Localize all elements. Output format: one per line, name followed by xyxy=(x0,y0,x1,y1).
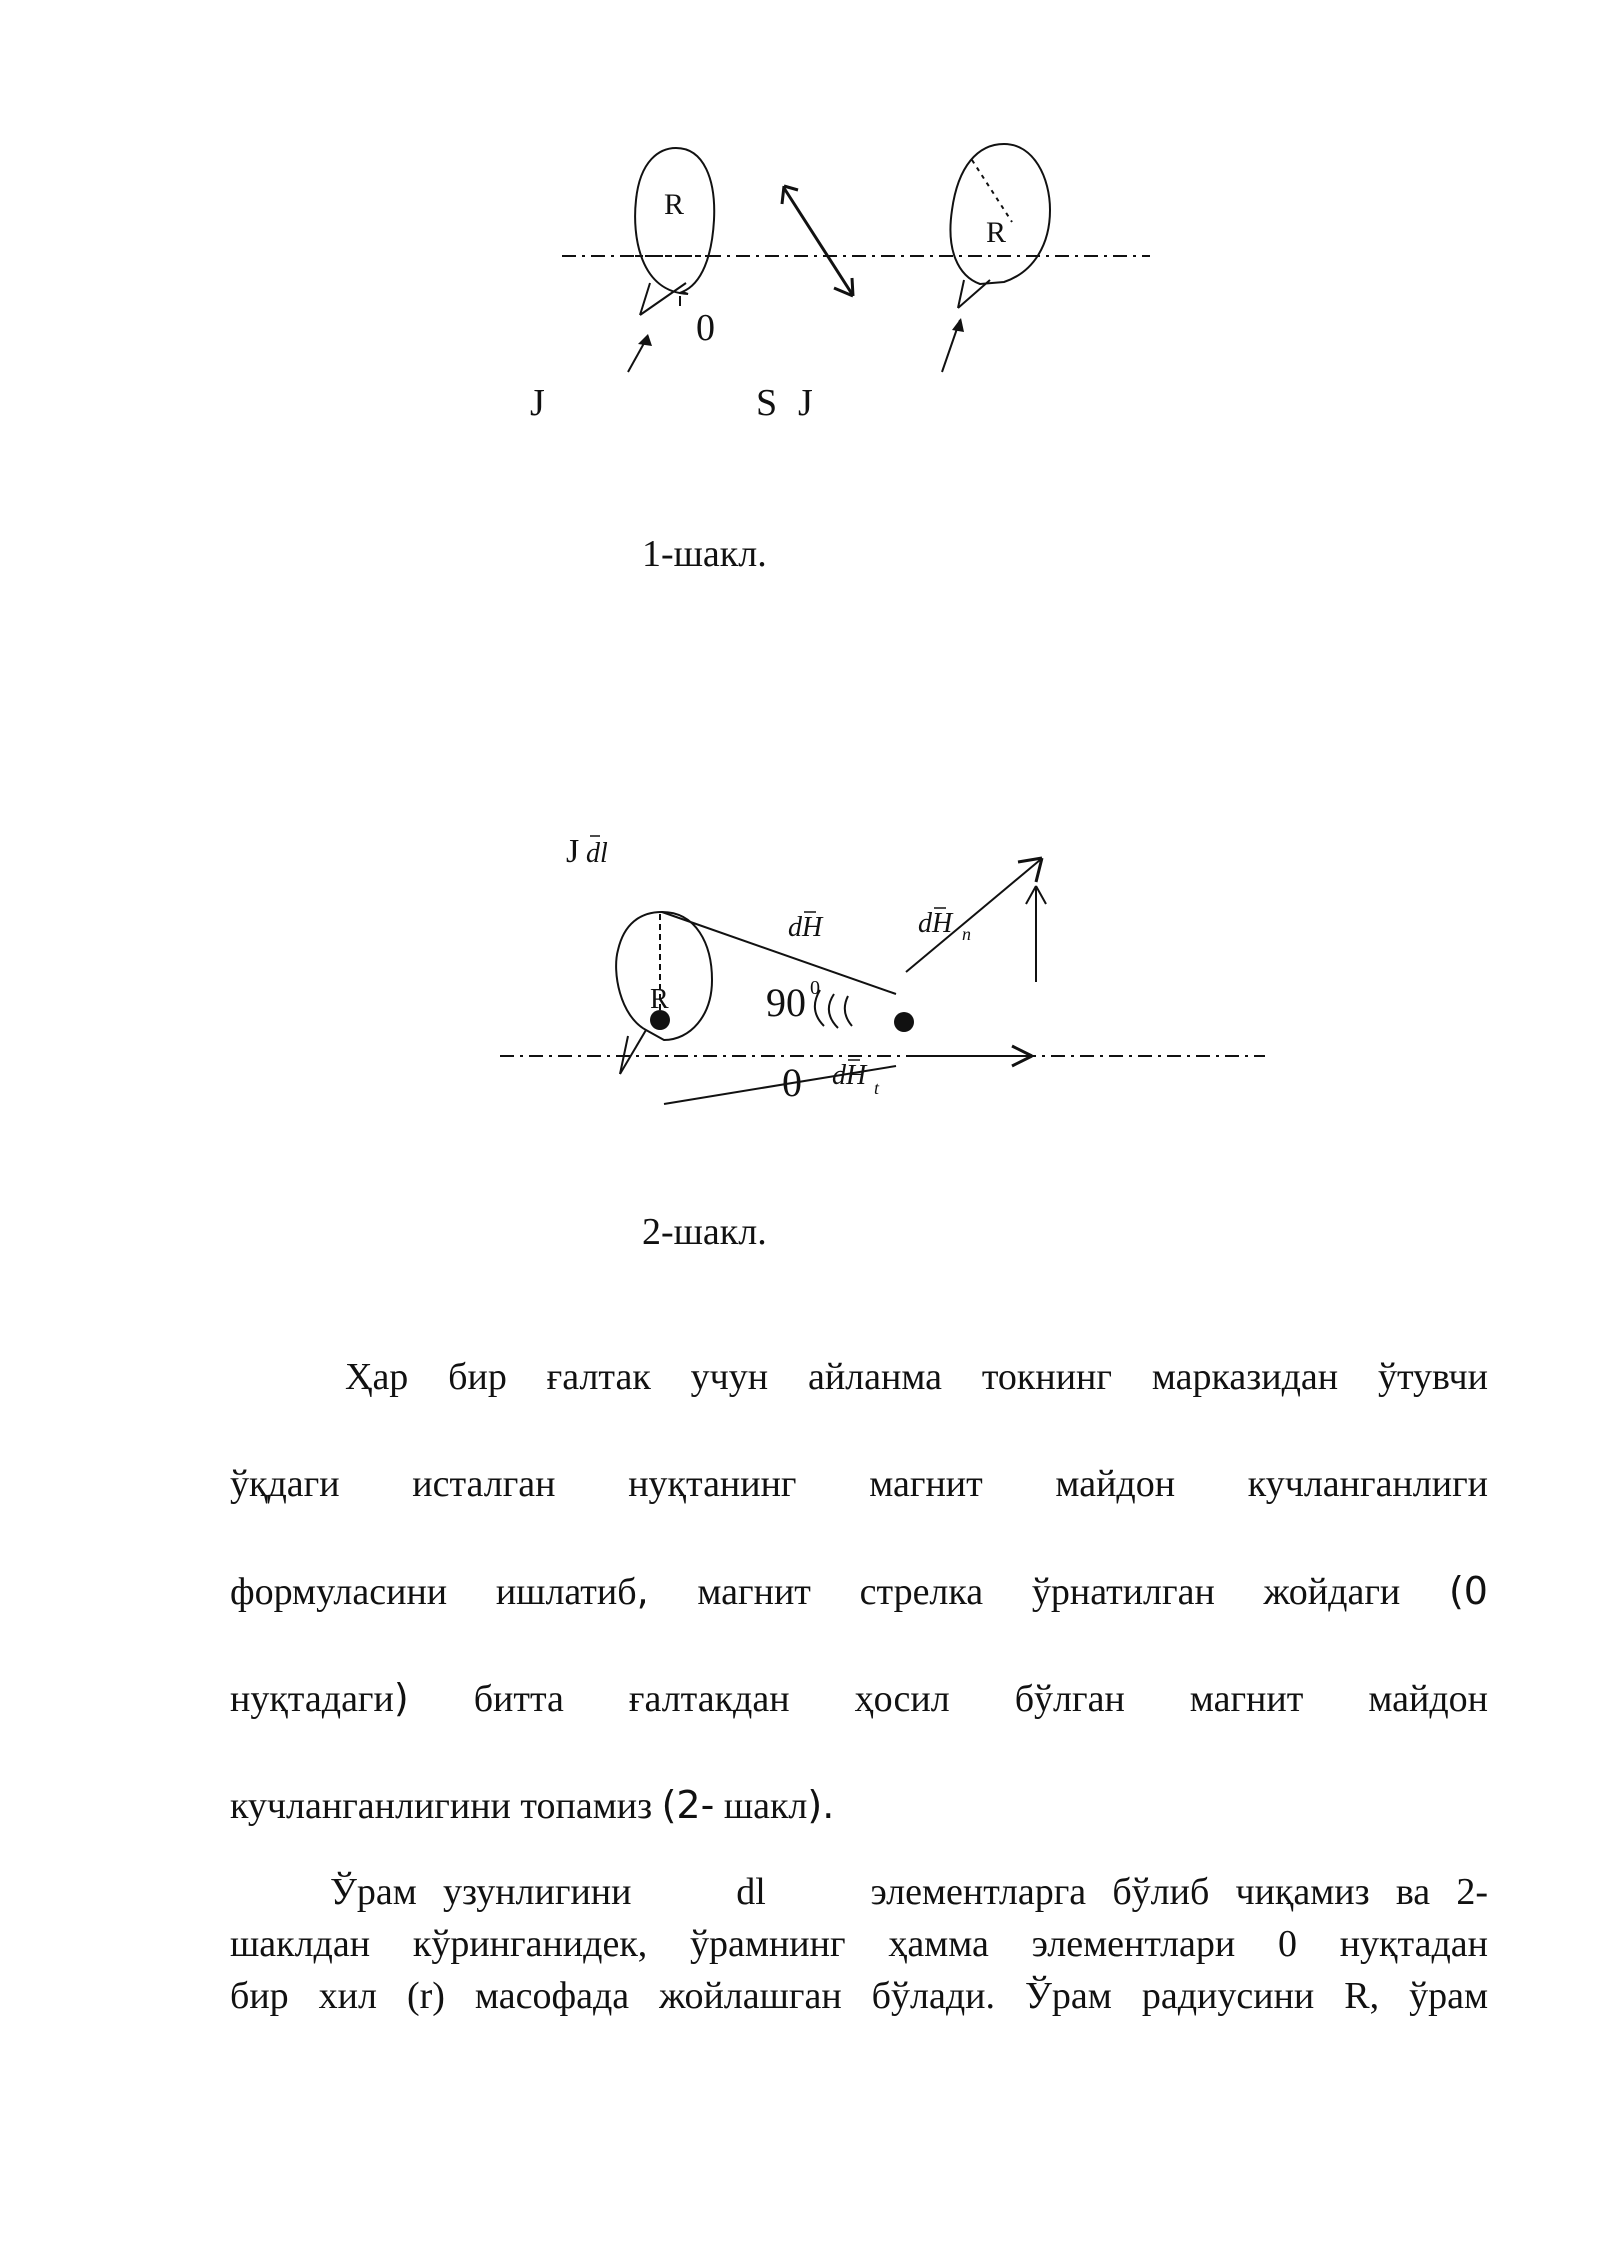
p2-line-2: шаклдан кўринганидек, ўрамнинг ҳамма элементлари 0 нуқтадан xyxy=(230,1923,1488,1965)
label-r-2: R xyxy=(650,984,669,1015)
field-point-dot xyxy=(894,1012,914,1032)
p1-line-2: ўқдаги исталган нуқтанинг магнит майдон кучланганлиги xyxy=(230,1463,1488,1505)
label-j-left: J xyxy=(530,382,545,424)
p1-line-5c: шакл xyxy=(714,1785,808,1827)
label-r-left: R xyxy=(664,188,685,221)
angle-arcs xyxy=(815,990,852,1028)
p1-line-5 xyxy=(230,1783,1488,1828)
label-zero-2: 0 xyxy=(782,1060,802,1105)
label-zero: 0 xyxy=(696,307,715,349)
label-dhn-sub: n xyxy=(962,924,971,944)
label-dht-sub: t xyxy=(874,1078,880,1098)
p1-line-5d: ). xyxy=(807,1783,835,1827)
label-dht: dH xyxy=(832,1060,867,1091)
p1-line-3a: формуласини ишлатиб xyxy=(230,1571,637,1613)
p1-line-5a: кучланганлигини топамиз xyxy=(230,1785,662,1827)
p1-line-4b: ) xyxy=(393,1676,409,1720)
figure-2-caption: 2-шакл. xyxy=(642,1211,767,1253)
paragraph-1 xyxy=(230,1355,1488,1855)
label-dl: dl xyxy=(586,838,608,869)
p1-line-4a: нуқтадаги xyxy=(230,1678,394,1720)
paragraph-2 xyxy=(230,1870,1488,2070)
p1-line-3 xyxy=(230,1569,1488,1614)
p1-line-3b: , xyxy=(636,1569,649,1613)
label-j-2: J xyxy=(566,833,580,870)
p1-line-3d: (0 xyxy=(1448,1569,1488,1613)
label-angle: 90 xyxy=(766,980,806,1025)
label-j-right: J xyxy=(798,382,813,424)
label-angle-deg: 0 xyxy=(810,977,820,999)
p1-line-3c: магнит стрелка ўрнатилган жойдаги xyxy=(648,1571,1449,1613)
figure-1-caption: 1-шакл. xyxy=(642,533,767,575)
label-s: S xyxy=(756,382,778,424)
label-dh: dH xyxy=(788,912,823,943)
p1-line-1: Ҳар бир ғалтак учун айланма токнинг марказидан ўтувчи xyxy=(345,1356,1488,1398)
label-dhn: dH xyxy=(918,908,953,939)
p1-line-5b: (2- xyxy=(661,1783,715,1827)
p2-line-1: Ўрам узунлигини dl элементларга бўлиб чиқамиз ва 2- xyxy=(330,1871,1488,1913)
p2-line-3: бир хил (r) масофада жойлашган бўлади. Ўрам радиусини R, ўрам xyxy=(230,1975,1488,2017)
p1-line-4c: битта ғалтакдан ҳосил бўлган магнит майдон xyxy=(408,1678,1488,1720)
p1-line-4 xyxy=(230,1676,1488,1721)
label-r-right: R xyxy=(986,216,1007,249)
